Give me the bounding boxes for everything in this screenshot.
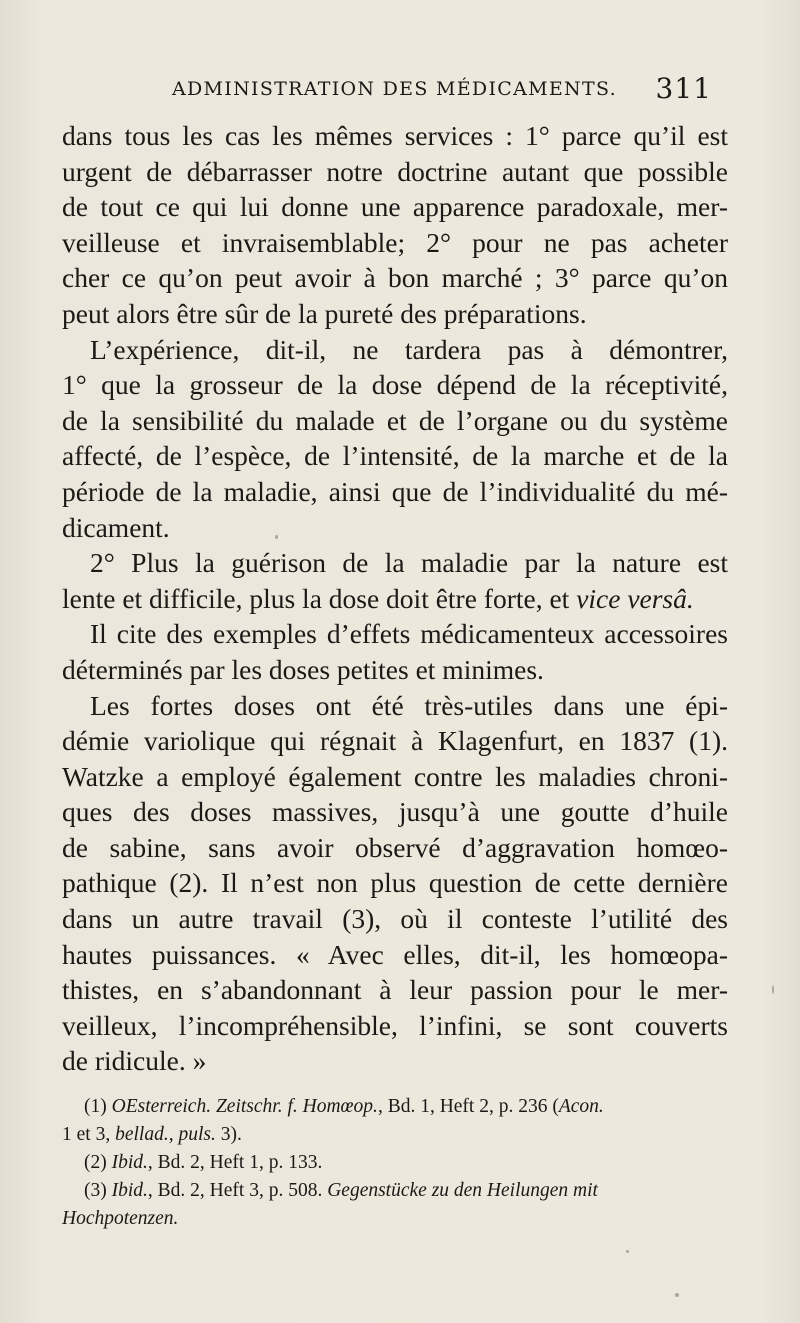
text-line: peut alors être sûr de la pureté des préparations. [62,297,587,329]
footnotes [62,1093,728,1233]
footnote-mark: (1) [84,1096,112,1117]
footnote-1 [62,1093,728,1121]
italic-phrase: vice versâ. [576,582,694,614]
page-number: 311 [655,72,712,105]
footnote-citation: Ibid. [111,1152,148,1173]
text-line: dans tous les cas les mêmes services : 1° parce qu’il est [62,120,728,151]
text-line: urgent de débarrasser notre doctrine autant que possible [62,155,728,187]
text-line: de sabine, sans avoir observé d’aggravation homœo- [62,831,728,863]
footnote-2 [62,1149,728,1177]
footnote-mark: (3) [84,1180,112,1201]
paper-speck [626,1250,629,1253]
footnote-mark: (2) [84,1152,112,1173]
footnote-citation: Hochpotenzen. [62,1208,179,1229]
text-line: veilleux, l’incompréhensible, l’infini, se sont couverts [62,1009,728,1041]
body-text [62,118,728,1079]
footnote-citation: Gegenstücke zu den Heilungen mit [327,1180,598,1201]
running-head [172,72,712,108]
text-line: Il cite des exemples d’effets médicamenteux accessoires [90,618,728,650]
footnote-citation: OEsterreich. Zeitschr. f. Homœop. [111,1096,378,1117]
paper-speck [675,1293,679,1297]
footnote-1-continued [62,1121,728,1149]
text-line: 1° que la grosseur de la dose dépend de la réceptivité, [62,369,728,401]
footnote-text: , Bd. 1, Heft 2, p. 236 ( [377,1096,559,1117]
text-line: hautes puissances. « Avec elles, dit-il, les homœopa- [62,938,728,970]
footnote-citation: Ibid. [111,1180,148,1201]
footnote-text: 1 et 3, [62,1124,116,1145]
footnote-citation: Acon. [558,1096,604,1117]
footnote-3 [62,1177,728,1205]
paper-speck [275,535,278,539]
text-line: thistes, en s’abandonnant à leur passion pour le mer- [62,974,728,1006]
text-line: Les fortes doses ont été très-utiles dans une épi- [90,689,728,721]
text-line: cher ce qu’on peut avoir à bon marché ; 3° parce qu’on [62,262,728,294]
text-line: ques des doses massives, jusqu’à une goutte d’huile [62,796,728,828]
footnote-text: , Bd. 2, Heft 1, p. 133. [147,1152,323,1173]
text-line: Watzke a employé également contre les maladies chroni- [62,760,728,792]
paper-speck [772,985,774,994]
text-line: L’expérience, dit-il, ne tardera pas à démontrer, [90,333,728,365]
footnote-text: 3). [215,1124,242,1145]
footnote-citation: bellad., puls. [115,1124,216,1145]
text-line: dicament. [62,511,170,543]
running-head-title: ADMINISTRATION DES MÉDICAMENTS. [172,78,617,100]
text-line: 2° Plus la guérison de la maladie par la nature est [90,547,728,579]
text-line: période de la maladie, ainsi que de l’individualité du mé- [62,475,728,507]
text-line: dans un autre travail (3), où il conteste l’utilité des [62,903,728,935]
text-line: démie variolique qui régnait à Klagenfurt, en 1837 (1). [62,725,728,757]
footnote-text: , Bd. 2, Heft 3, p. 508. [147,1180,328,1201]
text-segment: lente et difficile, plus la dose doit être forte, et [62,582,577,614]
text-line: de la sensibilité du malade et de l’organe ou du système [62,404,728,436]
text-line: déterminés par les doses petites et minimes. [62,653,544,685]
footnote-3-continued [62,1205,728,1233]
text-line: de ridicule. » [62,1045,207,1077]
text-line: pathique (2). Il n’est non plus question de cette dernière [62,867,728,899]
text-line: affecté, de l’espèce, de l’intensité, de la marche et de la [62,440,728,472]
text-line: de tout ce qui lui donne une apparence paradoxale, mer- [62,191,728,223]
text-line: veilleuse et invraisemblable; 2° pour ne pas acheter [62,226,728,258]
text-line [62,581,728,617]
